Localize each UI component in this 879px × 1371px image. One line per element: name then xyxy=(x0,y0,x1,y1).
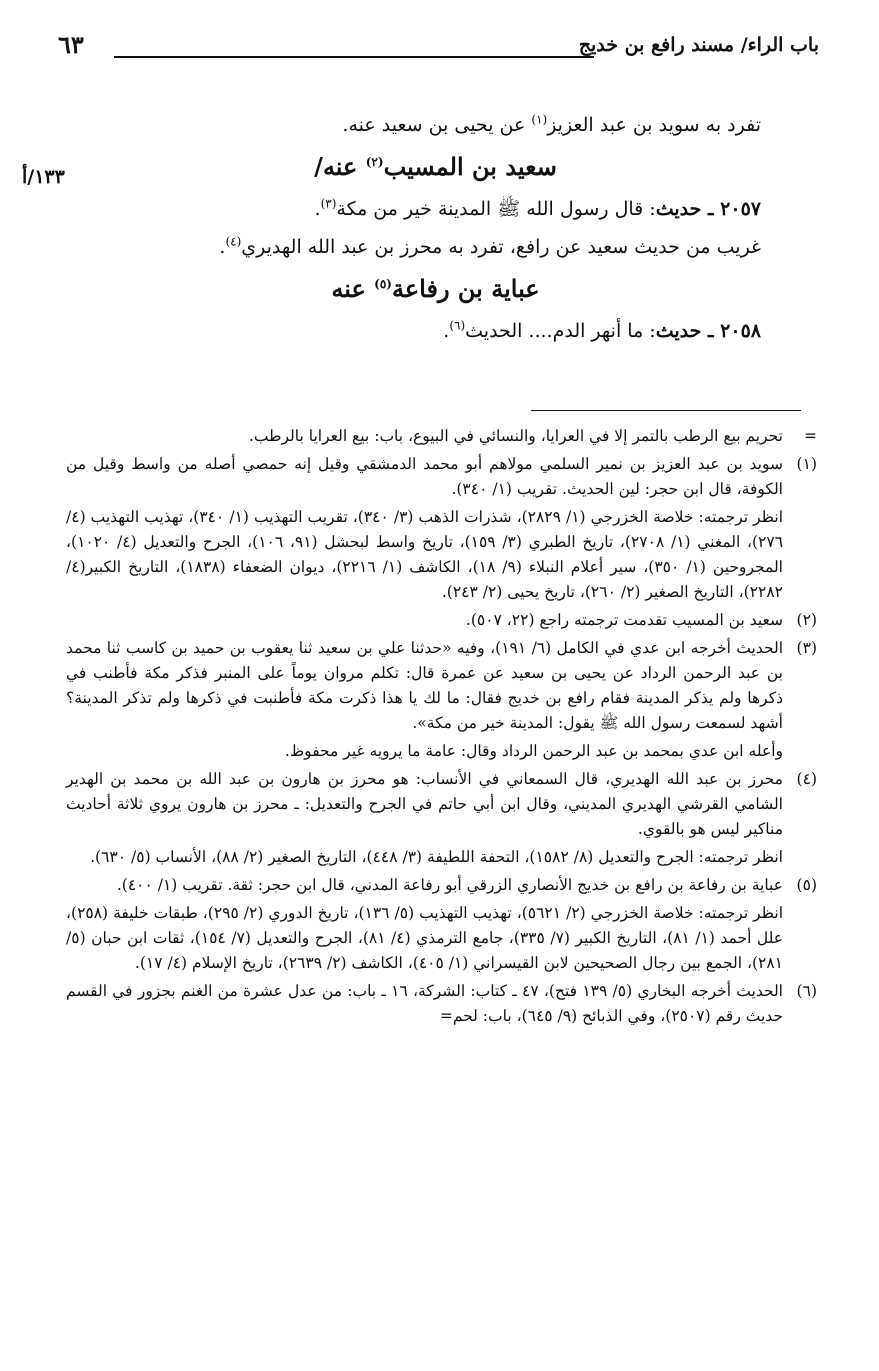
footnote-6 xyxy=(66,979,817,1029)
hadith-text: : ما أنهر الدم.... الحديث xyxy=(465,320,656,342)
footnote-paragraph: انظر ترجمته: خلاصة الخزرجي (٢/ ٥٦٢١)، تهذيب التهذيب (٥/ ١٣٦)، تاريخ الدوري (٢/ ٢٩٥)، طبقات خليفة (٢٥٨)، علل أحمد (١/ ٨١)، التاريخ الكبير (٧/ ٣٣٥)، جامع الترمذي (٤/ ٨١)، الجرح والتعديل (٧/ ١٥٤)، ثقات ابن حبان (٥/ ٢٨١)، الجمع بين رجال الصحيحين لابن القيسراني (١/ ٤٠٥)، الكاشف (٢/ ٢٦٣٩)، تاريخ الإسلام (٤/ ١٧). xyxy=(66,904,784,972)
line1-rest: عن يحيى بن سعيد عنه. xyxy=(342,114,532,136)
footnote-paragraph: انظر ترجمته: خلاصة الخزرجي (١/ ٢٨٢٩)، شذرات الذهب (٣/ ٣٤٠)، تقريب التهذيب (١/ ٣٤٠)، تهذيب التهذيب (٤/ ٢٧٦)، المغني (١/ ٢٧٠٨)، تاريخ الطبري (٣/ ١٥٩)، تاريخ واسط لبحشل (٩١، ١٠٦)، الجرح والتعديل (٤/ ١٠٢٠)، المجروحين (١/ ٣٥٠)، سير أعلام النبلاء (٩/ ١٨)، الكاشف (١/ ٢٢١٦)، ديوان الضعفاء (١٨٣٨)، التاريخ الكبير(٤/ ٢٢٨٢)، التاريخ الصغير (٢/ ٢٦٠)، تاريخ يحيى (٢/ ٢٤٣). xyxy=(66,508,784,601)
hadith-number: ٢٠٥٧ ـ حديث xyxy=(655,198,761,220)
hadith-2057 xyxy=(110,190,761,228)
text-line-transmission xyxy=(110,106,761,144)
footnote-2 xyxy=(66,608,817,633)
hadith-number: ٢٠٥٨ ـ حديث xyxy=(655,320,761,342)
footnote-marker: (٣) xyxy=(796,639,817,657)
footnote-paragraph: الحديث أخرجه البخاري (٥/ ١٣٩ فتح)، ٤٧ ـ كتاب: الشركة، ١٦ ـ باب: من عدل عشرة من الغنم بجزور في القسم حديث رقم (٢٥٠٧)، وفي الذبائح (٩/ ٦٤٥)، باب: لحم= xyxy=(66,982,783,1025)
footnote-1 xyxy=(66,452,817,605)
footnote-paragraph: تحريم بيع الرطب بالتمر إلا في العرايا، والنسائي في البيوع، باب: بيع العرايا بالرطب. xyxy=(249,427,783,445)
full-stop: . xyxy=(443,320,450,342)
footnote-3 xyxy=(66,636,817,764)
footnote-paragraph: سعيد بن المسيب تقدمت ترجمته راجع (٢٢، ٥٠٧). xyxy=(465,611,783,629)
header-rule xyxy=(114,56,594,58)
footnote-4 xyxy=(66,767,817,870)
heading2-text: عباية بن رفاعة xyxy=(391,274,540,303)
footnote-paragraph: انظر ترجمته: الجرح والتعديل (٨/ ١٥٨٢)، التحفة اللطيفة (٣/ ٤٤٨)، التاريخ الصغير (٢/ ٨٨)، الأنساب (٥/ ٦٣٠). xyxy=(90,848,783,866)
full-stop: . xyxy=(219,236,226,258)
footnote-marker: = xyxy=(804,427,817,445)
footnote-ref-3: (٣) xyxy=(320,196,337,211)
footnote-continued xyxy=(66,424,817,449)
chapter-title: باب الراء/ مسند رافع بن خديج xyxy=(578,34,819,56)
heading2-rest: عنه xyxy=(331,274,375,303)
text-line-gharib xyxy=(110,228,761,266)
footnote-5 xyxy=(66,873,817,976)
footnote-ref-6: (٦) xyxy=(449,318,466,333)
footnote-ref-5: (٥) xyxy=(374,277,392,291)
footnote-marker: (٢) xyxy=(796,611,817,629)
footnote-paragraph: وأعله ابن عدي بمحمد بن عبد الرحمن الرداد وقال: عامة ما يرويه غير محفوظ. xyxy=(284,742,783,760)
footnotes xyxy=(66,424,817,1032)
footnote-marker: (٥) xyxy=(796,876,817,894)
footnote-paragraph: محرز بن عبد الله الهديري، قال السمعاني في الأنساب: هو محرز بن هارون بن عبد الله بن محمد بن الهدير الشامي القرشي الهديري المديني، وقال ابن أبي حاتم في الجرح والتعديل: ـ محرز بن هارون يروي ثلاثة أحاديث مناكير ليس هو بالقوي. xyxy=(66,770,783,838)
footnote-paragraph: عباية بن رفاعة بن رافع بن خديج الأنصاري الزرقي أبو رفاعة المدني، قال ابن حجر: ثقة. تقريب (١/ ٤٠٠). xyxy=(116,876,783,894)
footnote-ref-4: (٤) xyxy=(225,234,242,249)
hadith-text: : قال رسول الله ﷺ المدينة خير من مكة xyxy=(336,198,656,220)
footnote-ref-2: (٢) xyxy=(365,155,384,169)
heading1-text: سعيد بن المسيب xyxy=(383,152,557,181)
line1-text: تفرد به سويد بن عبد العزيز xyxy=(547,114,761,136)
footnote-marker: (٤) xyxy=(796,770,817,788)
footnote-paragraph: سويد بن عبد العزيز بن نمير السلمي مولاهم أبو محمد الدمشقي وقيل إنه حمصي أصله من واسط وقيل من الكوفة، قال ابن حجر: لين الحديث. تقريب (١/ ٣٤٠). xyxy=(66,455,783,498)
footnote-marker: (١) xyxy=(796,455,817,473)
heading1-rest: عنه/ xyxy=(314,152,366,181)
footnote-marker: (٦) xyxy=(796,982,817,1000)
page-number: ٦٣ xyxy=(58,30,84,59)
footnote-paragraph: الحديث أخرجه ابن عدي في الكامل (٦/ ١٩١)، وفيه «حدثنا علي بن سعيد ثنا يعقوب بن حميد بن كاسب ثنا محمد بن عبد الرحمن الرداد عن يحيى بن سعيد عن عمرة قال: تكلم مروان يوماً على المنبر فذكر مكة فأطنب في ذكرها ولم يذكر المدينة فقام رافع بن خديج فقال: ما لك يا هذا ذكرت مكة فأطنبت في ذكرها ولم تذكر المدينة؟ أشهد لسمعت رسول الله ﷺ يقول: المدينة خير من مكة». xyxy=(66,639,784,732)
footnote-ref-1: (١) xyxy=(531,112,548,127)
section-heading-saeed xyxy=(110,144,761,190)
full-stop: . xyxy=(314,198,321,220)
running-header xyxy=(58,32,819,66)
manuscript-folio-ref: ١٣٣/أ xyxy=(22,166,65,188)
hadith-2058 xyxy=(110,312,761,350)
section-heading-abaya xyxy=(110,266,761,312)
line4-text: غريب من حديث سعيد عن رافع، تفرد به محرز بن عبد الله الهديري xyxy=(241,236,761,258)
main-text xyxy=(110,106,761,350)
footnote-separator xyxy=(531,410,801,411)
